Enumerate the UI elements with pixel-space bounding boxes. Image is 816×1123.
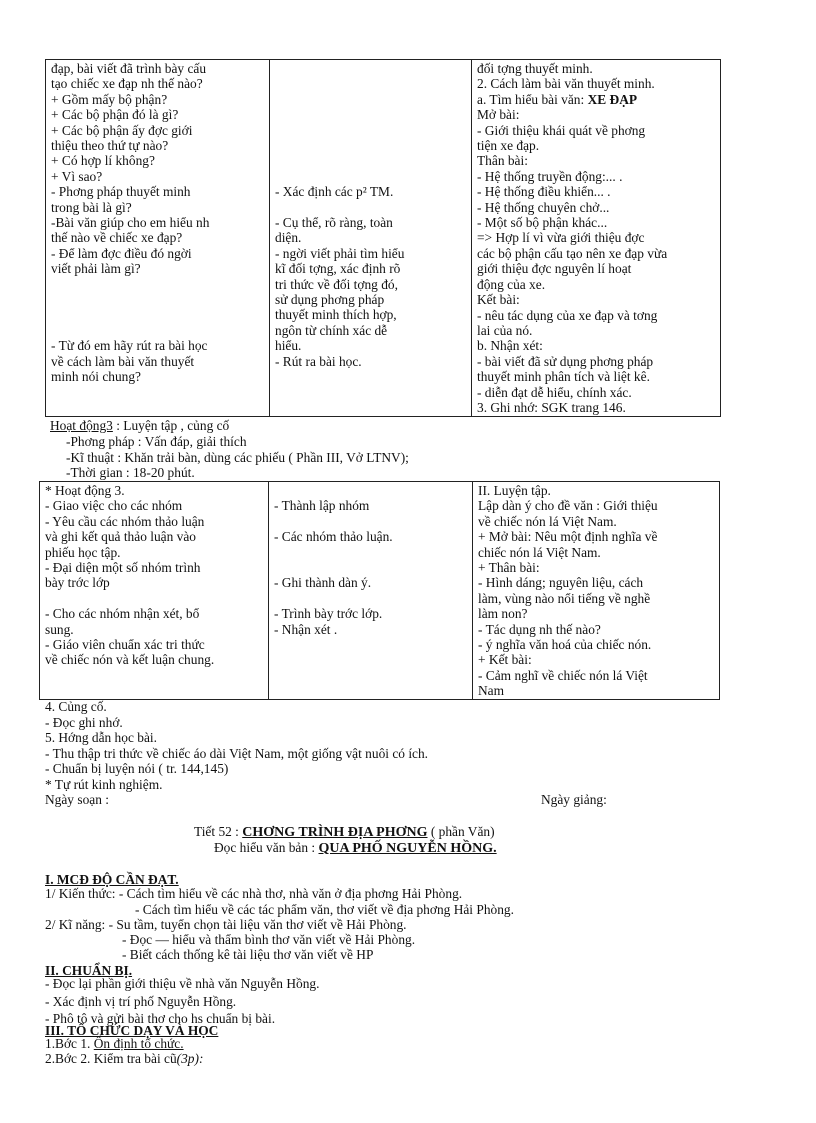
practice-content-line: làm, vùng nào nổi tiếng về nghề [478,590,651,606]
student-activity-line [275,61,466,76]
lesson-table-2 [39,481,720,700]
teacher-question-line: - Phơng pháp thuyết minh [51,184,191,200]
student-activity-line [275,107,466,122]
skills-label: 2/ Kĩ năng: [45,917,106,932]
step2-time: (3p): [176,1051,204,1066]
student-activity-line: kĩ đối tợng, xác định rõ [275,261,401,277]
lesson-text-line [214,840,497,857]
teacher-question-line: + Vì sao? [51,168,103,184]
teacher-activity-line: về chiếc nón và kết luận chung. [45,652,215,668]
student-activity-line: - Xác định các p² TM. [275,184,394,200]
lesson-content-line: thuyết minh phân tích và liệt kê. [477,369,650,385]
skills-item: - Su tầm, tuyển chọn tài liệu văn thơ viết về Hải Phòng. [105,917,407,932]
lesson-part: ( phần Văn) [427,824,495,839]
step1-title: Ổn định tổ chức. [93,1036,184,1051]
self-review-note: * Tự rút kinh nghiệm. [45,776,163,792]
student-activity-line [274,545,467,560]
lesson-content-line: giới thiệu đợc nguyên lí hoạt [477,261,632,277]
lesson-content-line: - nêu tác dụng của xe đạp và tơng [477,307,658,323]
student-activity-line [274,483,467,498]
lesson-title-line [194,824,495,841]
date-prepared: Ngày soạn : [45,792,109,807]
teacher-activity-line: bày trớc lớp [45,575,110,591]
practice-content-line: chiếc nón lá Việt Nam. [478,544,601,560]
homework-item: - Thu thập tri thức về chiếc áo dài Việt Nam, một giống vật nuôi có ích. [45,745,429,761]
knowledge-label: 1/ Kiến thức: [45,886,116,901]
section2-heading: II. CHUẨN BỊ. [45,963,133,978]
student-activity-line: sử dụng phơng pháp [275,291,385,307]
student-activity-line [274,591,467,606]
teacher-question-line: minh nói chung? [51,369,142,385]
activity3-item: -Phơng pháp : Vấn đáp, giải thích [66,434,247,449]
skills-item: - Biết cách thống kê tài liệu thơ văn viết về HP [122,947,374,962]
lesson-content-line: Kết bài: [477,292,520,308]
practice-content-line: II. Luyện tập. [478,483,551,498]
teacher-question-line: tạo chiếc xe đạp nh thế nào? [51,76,203,92]
teacher-question-line: đạp, bài viết đã trình bày cấu [51,61,207,76]
student-activity-line [275,169,466,184]
teacher-question-line: - Từ đó em hãy rút ra bài học [51,338,208,354]
practice-content-line: - Tác dụng nh thế nào? [478,621,601,637]
teacher-activity-line: - Đại diện một số nhóm trình [45,560,201,576]
lesson-content-line [477,92,715,107]
table1-col-teacher [46,60,270,417]
student-activity-line: - Trình bày trớc lớp. [274,606,383,622]
date-taught: Ngày giảng: [541,792,607,807]
practice-content-line: + Kết bài: [478,652,532,668]
practice-content-line: - Hình dáng; nguyên liệu, cách [478,575,644,591]
preparation-item: - Đọc lại phần giới thiệu về nhà văn Nguyễn Hồng. [45,976,320,991]
teacher-question-line: thế nào về chiếc xe đạp? [51,230,183,246]
student-activity-line: - Các nhóm thảo luận. [274,529,393,545]
step1-label: 1.Bớc 1. [45,1036,94,1051]
lesson-content-line: - Hệ thống chuyên chở... [477,199,610,215]
lesson-content-text: a. Tìm hiểu bài văn: [477,91,588,107]
student-activity-line [275,76,466,91]
student-activity-line: thuyết minh thích hợp, [275,307,397,323]
teacher-question-line: + Các bộ phận ấy đợc giới [51,122,193,138]
teacher-question-line: về cách làm bài văn thuyết [51,353,195,369]
lesson-content-line: đối tợng thuyết minh. [477,61,593,76]
teacher-question-line: thiệu theo thứ tự nào? [51,138,169,154]
student-activity-line: ngôn từ chính xác dễ [275,322,388,338]
practice-content-line: + Mở bài: Nêu một định nghĩa về [478,529,658,545]
lesson-content-line: lai của nó. [477,322,533,338]
step2-row [45,1051,203,1067]
lesson-content-line: 3. Ghi nhớ: SGK trang 146. [477,399,626,415]
homework-item: - Chuẩn bị luyện nói ( tr. 144,145) [45,761,229,777]
student-activity-line [275,138,466,153]
homework-title: 5. Hớng dẫn học bài. [45,730,157,746]
lesson-content-line: 2. Cách làm bài văn thuyết minh. [477,76,655,92]
lesson-content-line: => Hợp lí vì vừa giới thiệu đợc [477,230,645,246]
preparation-list [45,976,319,1027]
lesson-content-line: các bộ phận cấu tạo nên xe đạp vừa [477,245,668,261]
teacher-activity-line: và ghi kết quả thảo luận vào [45,529,196,545]
teacher-activity-line: * Hoạt động 3. [45,483,125,498]
reading-title: QUA PHỐ NGUYỄN HỒNG. [318,841,497,856]
consolidation-item: - Đọc ghi nhớ. [45,714,123,730]
teacher-activity-line: sung. [45,621,74,637]
practice-content-line: + Thân bài: [478,560,540,576]
teacher-question-line [51,323,264,338]
teacher-question-line [51,292,264,307]
activity3-heading [50,418,229,434]
teacher-question-line: -Bài văn giúp cho em hiểu nh [51,215,210,231]
teacher-question-line: + Các bộ phận đó là gì? [51,107,179,123]
activity3-heading-label: Hoạt động3 [50,418,113,433]
section1-heading: I. MCĐ ĐỘ CẦN ĐẠT. [45,872,179,887]
student-activity-line: - Nhận xét . [274,621,338,637]
lesson-content-line: b. Nhận xét: [477,338,543,354]
student-activity-line [274,560,467,575]
lesson-content-line: - Giới thiệu khái quát về phơng [477,122,646,138]
teacher-activity-line [45,591,263,606]
student-activity-line [275,153,466,168]
knowledge-item: - Cách tìm hiểu về các tác phẩm văn, thơ viết về địa phơng Hải Phòng. [135,902,514,917]
student-activity-line [275,92,466,107]
lesson-content-line: Thân bài: [477,153,528,169]
preparation-item: - Phô tô và gửi bài thơ cho hs chuẩn bị bài. [45,1011,276,1027]
table1-col-content [472,60,721,417]
lesson-content-line: động của xe. [477,276,546,292]
practice-content-line: về chiếc nón lá Việt Nam. [478,513,617,529]
activity3-heading-rest: : Luyện tập , củng cố [112,418,230,433]
teacher-activity-line: - Giáo viên chuẩn xác tri thức [45,637,205,653]
student-activity-line: hiểu. [275,338,302,354]
practice-content-line: - Cảm nghĩ về chiếc nón lá Việt [478,667,648,683]
student-activity-line: - Rút ra bài học. [275,353,362,369]
lesson-title: CHƠNG TRÌNH ĐỊA PHƠNG [242,825,428,840]
knowledge-item: - Cách tìm hiểu về các nhà thơ, nhà văn ở địa phơng Hải Phòng. [115,886,463,901]
reading-text-title: XE ĐẠP [587,91,638,107]
teacher-question-line: + Có hợp lí không? [51,153,155,169]
lesson-content-line: Mở bài: [477,107,520,123]
student-activity-line: - Cụ thể, rõ ràng, toàn [275,214,393,230]
practice-content-line: Nam [478,683,505,699]
knowledge-row [45,886,462,902]
practice-content-line: - ý nghĩa văn hoá của chiếc nón. [478,637,652,653]
activity3-list [66,434,409,481]
lesson-table-1 [45,59,721,417]
lesson-content-line: - diễn đạt dễ hiểu, chính xác. [477,384,632,400]
skills-item: - Đọc — hiểu và thẩm bình thơ văn viết về Hải Phòng. [122,932,416,947]
teacher-activity-line: - Giao việc cho các nhóm [45,498,183,514]
student-activity-line: - ngời viết phải tìm hiểu [275,245,405,261]
teacher-activity-line: - Cho các nhóm nhận xét, bổ [45,606,200,622]
student-activity-line [275,123,466,138]
lesson-content-line: tiện xe đạp. [477,138,540,154]
step1-row [45,1036,184,1052]
student-activity-line: tri thức về đối tợng đó, [275,276,398,292]
teacher-question-line: trong bài là gì? [51,199,132,215]
teacher-question-line: - Để làm đợc điều đó ngời [51,245,192,261]
practice-content-line: làm non? [478,606,528,622]
student-activity-line [275,200,466,215]
section3-heading: III. TỔ CHỨC DẠY VÀ HỌC [45,1023,219,1038]
consolidation-block [45,699,428,793]
teacher-activity-line: phiếu học tập. [45,544,121,560]
lesson-content-line: - Hệ thống truyền động:... . [477,168,623,184]
reading-label: Đọc hiểu văn bản : [214,840,319,855]
lesson-content-line: - bài viết đã sử dụng phơng pháp [477,353,654,369]
table2-col-content [473,482,720,700]
lesson-number: Tiết 52 : [194,824,243,839]
student-activity-line: diện. [275,230,302,246]
student-activity-line [274,514,467,529]
preparation-item: - Xác định vị trí phố Nguyễn Hồng. [45,993,237,1009]
step2-label: 2.Bớc 2. Kiểm tra bài cũ [45,1051,177,1066]
teacher-question-line: + Gồm mấy bộ phận? [51,91,168,107]
student-activity-line: - Ghi thành dàn ý. [274,575,372,591]
activity3-item: -Kĩ thuật : Khăn trải bàn, dùng các phiếu ( Phần III, Vở LTNV); [66,449,409,465]
skills-row [45,917,407,933]
teacher-question-line: viết phải làm gì? [51,261,141,277]
student-activity-line: - Thành lập nhóm [274,498,370,514]
teacher-question-line [51,307,264,322]
teacher-question-line [51,277,264,292]
practice-content-line: Lập dàn ý cho đề văn : Giới thiệu [478,498,658,514]
teacher-activity-line: - Yêu cầu các nhóm thảo luận [45,513,205,529]
table2-col-student [269,482,473,700]
table2-col-teacher [40,482,269,700]
lesson-content-line: - Hệ thống điều khiển... . [477,184,611,200]
lesson-content-line: - Một số bộ phận khác... [477,215,608,231]
activity3-item: -Thời gian : 18-20 phút. [66,465,195,481]
consolidation-title: 4. Củng cố. [45,699,107,714]
table1-col-student [270,60,472,417]
